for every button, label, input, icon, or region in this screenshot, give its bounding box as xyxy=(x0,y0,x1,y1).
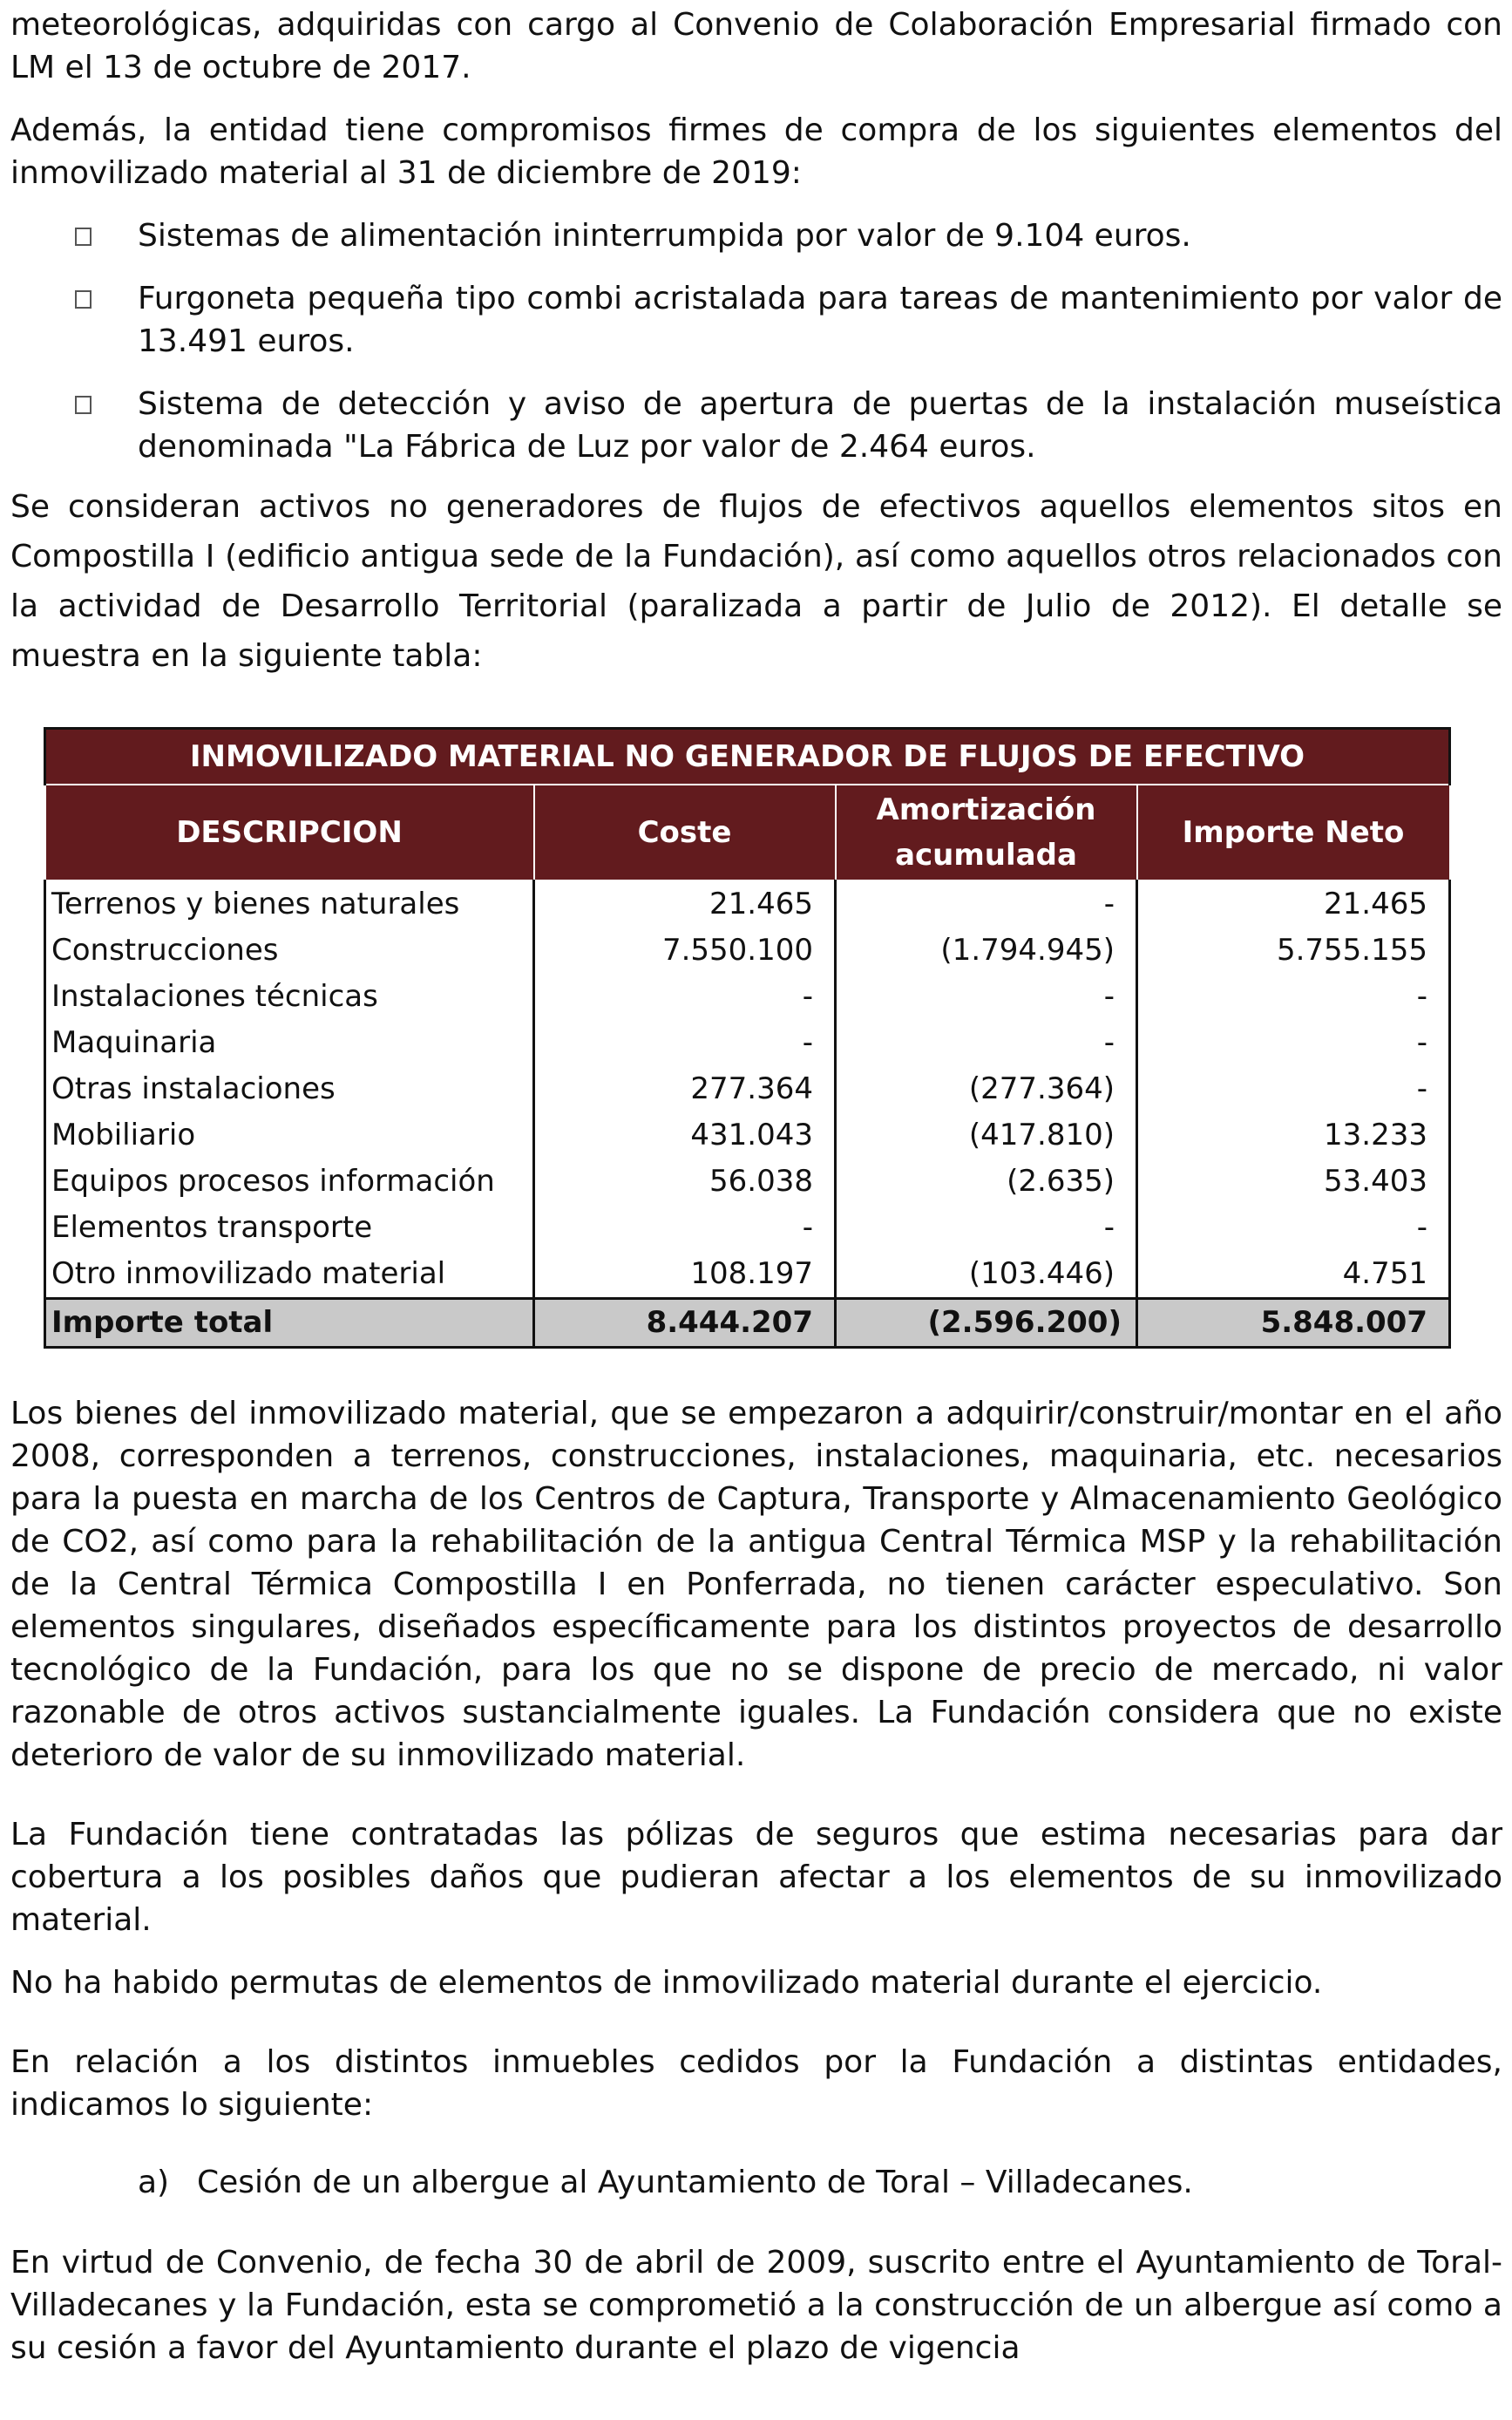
column-header-amortizacion: Amortización acumulada xyxy=(836,785,1137,880)
paragraph-insurance: La Fundación tiene contratadas las pólizas de seguros que estima necesarias para dar cobertura a los posibles daños que pudieran afectar a los elementos de su inmovilizado material. xyxy=(10,1817,1502,1938)
list-item: Sistemas de alimentación ininterrumpida por valor de 9.104 euros. xyxy=(10,214,1502,257)
table-row: Equipos procesos información 56.038 (2.635) 53.403 xyxy=(45,1159,1450,1205)
list-item-a: a) Cesión de un albergue al Ayuntamiento de Toral – Villadecanes. xyxy=(138,2165,1193,2200)
paragraph-ceded-properties: En relación a los distintos inmuebles cedidos por la Fundación a distintas entidades, indicamos lo siguiente: xyxy=(10,2044,1502,2123)
table-row: Mobiliario 431.043 (417.810) 13.233 xyxy=(45,1112,1450,1159)
table-row: Elementos transporte - - - xyxy=(45,1205,1450,1251)
column-header-coste: Coste xyxy=(534,785,836,880)
table-row: Instalaciones técnicas - - - xyxy=(45,974,1450,1020)
table-row: Terrenos y bienes naturales 21.465 - 21.465 xyxy=(45,880,1450,928)
paragraph-convenio: En virtud de Convenio, de fecha 30 de abril de 2009, suscrito entre el Ayuntamiento de Toral-Villadecanes y la Fundación, esta se comprometió a la construcción de un albergue así como a su cesión a favor del Ayuntamiento durante el plazo de vigencia xyxy=(10,2245,1502,2366)
column-header-descripcion: DESCRIPCION xyxy=(45,785,534,880)
paragraph-non-generating-assets: Se consideran activos no generadores de flujos de efectivos aquellos elementos sitos en Compostilla I (edificio antigua sede de la Fundación), así como aquellos otros relacionados con la actividad de Desarrollo Territorial (paralizada a partir de Julio de 2012). El detalle se muestra en la siguiente tabla: xyxy=(10,489,1502,674)
list-item: Sistema de detección y aviso de apertura de puertas de la instalación museística denominada "La Fábrica de Luz por valor de 2.464 euros. xyxy=(10,383,1502,468)
list-item: Furgoneta pequeña tipo combi acristalada para tareas de mantenimiento por valor de 13.491 euros. xyxy=(10,277,1502,363)
column-header-importe-neto: Importe Neto xyxy=(1137,785,1450,880)
paragraph-no-exchanges: No ha habido permutas de elementos de inmovilizado material durante el ejercicio. xyxy=(10,1965,1323,2001)
paragraph-intro: meteorológicas, adquiridas con cargo al Convenio de Colaboración Empresarial firmado con LM el 13 de octubre de 2017. xyxy=(10,7,1502,85)
paragraph-asset-description: Los bienes del inmovilizado material, que se empezaron a adquirir/construir/montar en el año 2008, corresponden a terrenos, construcciones, instalaciones, maquinaria, etc. necesarios para la puesta en marcha de los Centros de Captura, Transporte y Almacenamiento Geológico de CO2, así como para la rehabilitación de la antigua Central Térmica MSP y la rehabilitación de la Central Térmica Compostilla I en Ponferrada, no tienen carácter especulativo. Son elementos singulares, diseñados específicamente para los distintos proyectos de desarrollo tecnológico de la Fundación, para los que no se dispone de precio de mercado, ni valor razonable de otros activos sustancialmente iguales. La Fundación considera que no existe deterioro de valor de su inmovilizado material. xyxy=(10,1396,1502,1773)
table-caption: INMOVILIZADO MATERIAL NO GENERADOR DE FLUJOS DE EFECTIVO xyxy=(45,729,1450,785)
table-total-row: Importe total 8.444.207 (2.596.200) 5.848.007 xyxy=(45,1299,1450,1348)
document-page-lower xyxy=(10,1392,1502,2369)
paragraph-commitments: Además, la entidad tiene compromisos firmes de compra de los siguientes elementos del inmovilizado material al 31 de diciembre de 2019: xyxy=(10,112,1502,191)
table-row: Otras instalaciones 277.364 (277.364) - xyxy=(45,1066,1450,1112)
bullet-list xyxy=(10,214,1502,468)
table-row: Construcciones 7.550.100 (1.794.945) 5.755.155 xyxy=(45,928,1450,974)
document-page xyxy=(10,3,1502,681)
fixed-assets-table xyxy=(44,727,1451,1349)
table-row: Otro inmovilizado material 108.197 (103.446) 4.751 xyxy=(45,1251,1450,1299)
table-row: Maquinaria - - - xyxy=(45,1020,1450,1066)
